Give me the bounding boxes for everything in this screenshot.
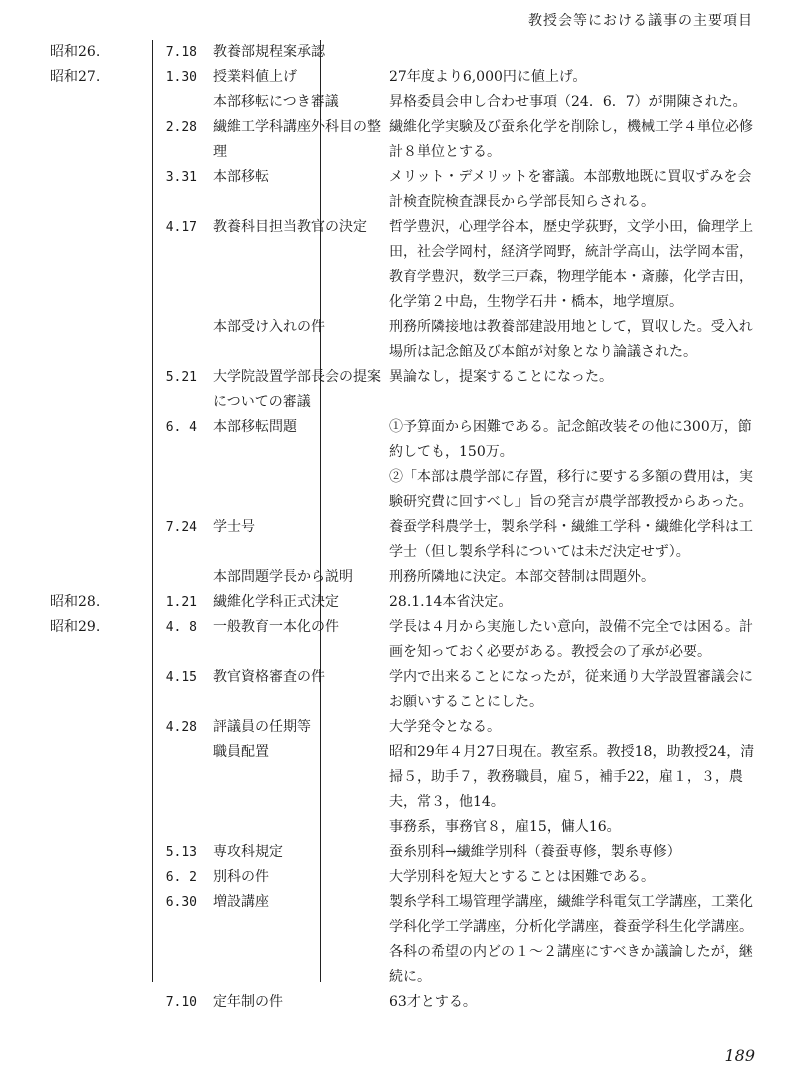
agenda-detail: 昇格委員会申し合わせ事項（24．6．7）が開陳された。 (389, 94, 747, 110)
agenda-item: 学士号 (213, 519, 255, 535)
minutes-row (50, 65, 760, 90)
agenda-detail: 異論なし，提案することになった。 (389, 369, 613, 385)
date-era (50, 415, 100, 465)
agenda-detail: 27年度より6,000円に値上げ。 (389, 69, 587, 85)
date-era: 昭和28. (50, 594, 101, 610)
minutes-row (50, 215, 760, 315)
minutes-row (50, 740, 760, 815)
agenda-detail: 大学別科を短大とすることは困難である。 (389, 869, 655, 885)
agenda-item: 一般教育一本化の件 (213, 619, 339, 635)
minutes-row (50, 815, 760, 840)
date-month-day (100, 565, 205, 590)
minutes-row (50, 165, 760, 215)
agenda-detail: 学内で出来ることになったが，従来通り大学設置審議会にお願いすることにした。 (389, 669, 753, 710)
date-era (50, 890, 100, 990)
date-month-day (100, 90, 205, 115)
agenda-detail: 63才とする。 (389, 994, 477, 1010)
agenda-detail: 大学発令となる。 (389, 719, 501, 735)
date-era: 昭和27. (50, 69, 101, 85)
date-era (50, 715, 100, 740)
minutes-row (50, 990, 760, 1015)
agenda-item: 本部移転問題 (213, 419, 297, 435)
minutes-row (50, 465, 760, 515)
agenda-item: 本部受け入れの件 (213, 319, 325, 335)
minutes-row (50, 615, 760, 665)
date-era (50, 990, 100, 1015)
agenda-item: 評議員の任期等 (213, 719, 311, 735)
minutes-row (50, 890, 760, 990)
date-era (50, 665, 100, 715)
agenda-item: 繊維工学科講座外科目の整理 (213, 119, 381, 160)
agenda-item: 本部移転 (213, 169, 269, 185)
agenda-detail: ②「本部は農学部に存置，移行に要する多額の費用は，実験研究費に回すべし」旨の発言が農学部教授からあった。 (389, 469, 753, 510)
running-header: 教授会等における議事の主要項目 (528, 13, 753, 29)
date-era (50, 565, 100, 590)
date-month-day: 2.28 (165, 120, 197, 135)
agenda-detail: 28.1.14本省決定。 (389, 594, 513, 610)
agenda-item: 教官資格審査の件 (213, 669, 325, 685)
agenda-item: 大学院設置学部長会の提案についての審議 (213, 369, 381, 410)
agenda-item: 増設講座 (213, 894, 269, 910)
minutes-row (50, 315, 760, 365)
date-era (50, 115, 100, 165)
agenda-item (205, 465, 383, 515)
agenda-item: 職員配置 (213, 744, 269, 760)
agenda-item: 授業料値上げ (213, 69, 297, 85)
agenda-detail: メリット・デメリットを審議。本部敷地既に買収ずみを会計検査院検査課長から学部長知らされる。 (389, 169, 752, 210)
date-era (50, 740, 100, 815)
date-era (50, 315, 100, 365)
agenda-detail: 昭和29年４月27日現在。教室系。教授18，助教授24，清掃５，助手７，教務職員，雇５，補手22，雇１，３，農夫，常３，他14。 (389, 744, 755, 810)
agenda-detail: 学長は４月から実施したい意向，設備不完全では困る。計画を知っておく必要がある。教授会の了承が必要。 (389, 619, 753, 660)
date-month-day: 4.28 (165, 720, 197, 735)
date-era (50, 215, 100, 315)
date-month-day: 3.31 (165, 170, 197, 185)
minutes-row (50, 365, 760, 415)
minutes-row (50, 90, 760, 115)
agenda-detail: 蚕糸別科→繊維学別科（養蚕専修，製糸専修） (389, 844, 681, 860)
page-number: 189 (724, 1046, 755, 1065)
agenda-item: 別科の件 (213, 869, 269, 885)
date-month-day: 7.10 (165, 995, 197, 1010)
date-era: 昭和29. (50, 619, 101, 635)
date-month-day: 7.18 (165, 45, 197, 60)
date-era (50, 865, 100, 890)
date-era (50, 90, 100, 115)
minutes-row (50, 865, 760, 890)
date-month-day: 4. 8 (165, 620, 197, 635)
date-month-day: 1.21 (165, 595, 197, 610)
date-month-day: 6. 4 (165, 420, 197, 435)
date-month-day (100, 315, 205, 365)
agenda-item: 教養科目担当教官の決定 (213, 219, 367, 235)
agenda-detail: 製糸学科工場管理学講座，繊維学科電気工学講座，工業化学科化学工学講座，分析化学講座，養蚕学科生化学講座。各科の希望の内どの１～２講座にすべきか議論したが，継続に。 (389, 894, 753, 985)
date-era (50, 365, 100, 415)
date-month-day: 5.21 (165, 370, 197, 385)
agenda-detail: 刑務所隣接地は教養部建設用地として，買収した。受入れ場所は記念館及び本館が対象となり論議された。 (389, 319, 753, 360)
agenda-item: 繊維化学科正式決定 (213, 594, 339, 610)
agenda-detail: 養蚕学科農学士，製糸学科・繊維工学科・繊維化学科は工学士（但し製糸学科については未だ決定せず）。 (389, 519, 753, 560)
agenda-detail: 哲学豊沢，心理学谷本，歴史学荻野，文学小田，倫理学上田，社会学岡村，経済学岡野，統計学高山，法学岡本雷，教育学豊沢，数学三戸森，物理学能本・斎藤，化学吉田，化学第２中島，生物学石井・橋本，地学壇原。 (389, 219, 753, 310)
minutes-row (50, 590, 760, 615)
date-era (50, 465, 100, 515)
date-era (50, 165, 100, 215)
minutes-row (50, 665, 760, 715)
date-month-day (100, 815, 205, 840)
agenda-detail: ①予算面から困難である。記念館改装その他に300万，節約しても，150万。 (389, 419, 752, 460)
agenda-item: 本部問題学長から説明 (213, 569, 353, 585)
agenda-item: 教養部規程案承認 (213, 44, 325, 60)
agenda-item (205, 815, 383, 840)
agenda-detail: 繊維化学実験及び蚕糸化学を削除し，機械工学４単位必修計８単位とする。 (389, 119, 753, 160)
date-month-day: 4.17 (165, 220, 197, 235)
agenda-detail (383, 40, 760, 65)
agenda-detail: 刑務所隣地に決定。本部交替制は問題外。 (389, 569, 655, 585)
agenda-detail: 事務系，事務官８，雇15，傭人16。 (389, 819, 621, 835)
minutes-table (50, 40, 760, 1015)
minutes-row (50, 565, 760, 590)
date-era: 昭和26. (50, 44, 101, 60)
agenda-item: 専攻科規定 (213, 844, 283, 860)
agenda-item: 定年制の件 (213, 994, 283, 1010)
date-month-day: 6. 2 (165, 870, 197, 885)
minutes-row (50, 40, 760, 65)
minutes-row (50, 115, 760, 165)
date-month-day: 7.24 (165, 520, 197, 535)
date-era (50, 515, 100, 565)
date-month-day (100, 465, 205, 515)
minutes-row (50, 415, 760, 465)
minutes-row (50, 715, 760, 740)
date-era (50, 815, 100, 840)
date-month-day (100, 740, 205, 815)
date-month-day: 1.30 (165, 70, 197, 85)
minutes-row (50, 840, 760, 865)
minutes-row (50, 515, 760, 565)
date-month-day: 5.13 (165, 845, 197, 860)
date-month-day: 4.15 (165, 670, 197, 685)
date-month-day: 6.30 (165, 895, 197, 910)
agenda-item: 本部移転につき審議 (213, 94, 339, 110)
date-era (50, 840, 100, 865)
